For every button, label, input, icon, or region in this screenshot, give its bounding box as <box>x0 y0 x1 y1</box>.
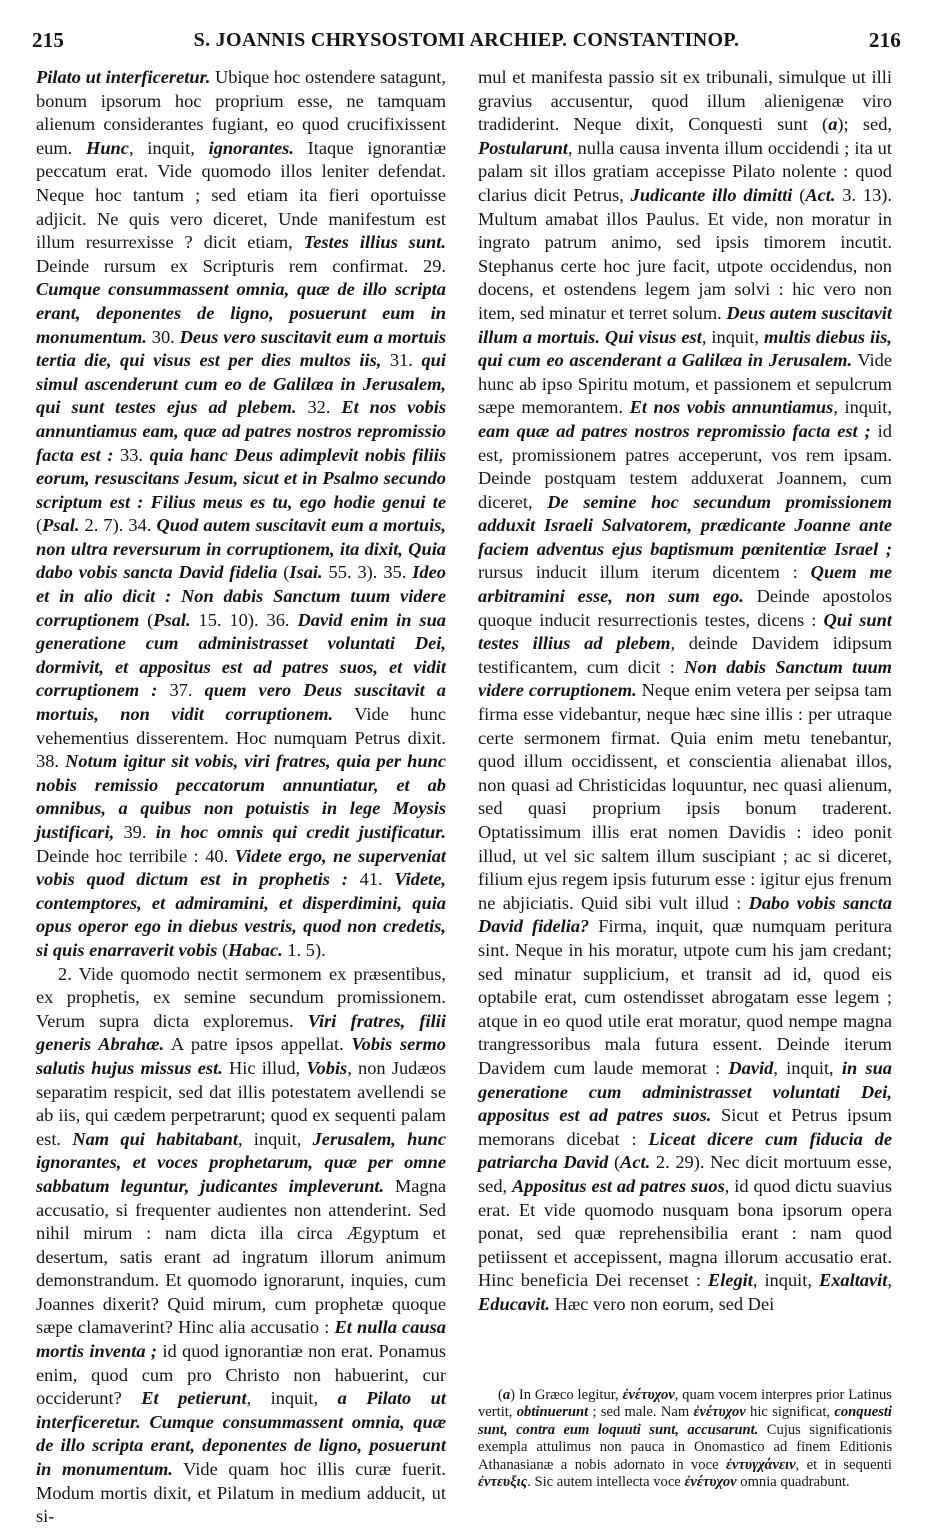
right-paragraph-1 <box>478 66 892 1316</box>
text-run: ; sed male. Nam <box>588 1404 694 1421</box>
text-run: Hæc vero non eorum, sed Dei <box>550 1293 775 1314</box>
italic-run: Vobis sermo salutis hujus missus est. <box>36 1034 446 1078</box>
text-run: , et in sequenti <box>795 1456 892 1473</box>
italic-run: Videte ergo, ne superveniat vobis quod dictum est in prophetis : <box>36 845 446 890</box>
text-run: , quam vocem interpres prior Latinus vertit, <box>478 1387 892 1421</box>
text-run: id est, promissionem patres acceperunt, vos rem ipsam. Deinde postquam testem adduxerat Joannem, cum diceret, <box>478 420 892 512</box>
italic-run: Act. <box>805 184 836 205</box>
running-title: S. JOANNIS CHRYSOSTOMI ARCHIEP. CONSTANTINOP. <box>193 28 740 51</box>
italic-run: a <box>828 114 838 135</box>
text-run: Deinde hoc terribile : 40. <box>36 845 235 866</box>
italic-run: Ideo et in alio dicit : Non dabis Sanctum tuum videre corruptionem <box>36 562 446 630</box>
italic-run: Deus vero suscitavit eum a mortuis tertia die, qui visus est per dies multos iis, <box>36 326 446 371</box>
text-run: Vide quam hoc illis curæ fuerit. Modum mortis dixit, et Pilatum in medium adducit, ut si- <box>36 1459 446 1527</box>
text-run: , nulla causa inventa illum occidendi ; ita ut palam sit illos gratiam accepisse Pilato nolente : quod clarius dicit Petrus, <box>478 137 892 205</box>
text-run: ( <box>498 1387 503 1403</box>
text-run: Deinde rursum ex Scripturis rem confirmat. 29. <box>36 255 446 276</box>
italic-run: qui simul ascenderunt cum eo de Galilæa in Jerusalem, qui sunt testes ejus ad plebem. <box>36 350 447 418</box>
text-run: omnia quadrabunt. <box>736 1474 850 1491</box>
text-run: Magna accusatio, si frequenter audientes non attenderint. Sed nihil mirum : nam dicta illa circa Ægyptum et desertum, satis erant ad ingratum illorum animum demonstrandum. Et quomodo ignorarunt, inquies, cum Joannes dixerit? Quid mirum, cum prophetæ quoque sæpe clamaverint? Hinc alia accusatio : <box>36 1175 446 1338</box>
italic-run: ἐντευξις <box>478 1474 528 1491</box>
italic-run: Testes illius sunt. <box>303 232 446 253</box>
text-run: ( <box>36 515 43 536</box>
italic-run: a Pilato ut interficeretur. Cumque consummassent omnia, quæ de illo scripta erant, deponentes de ligno, posuerunt in monumentum. <box>36 1388 447 1480</box>
text-run: 2. Vide quomodo nectit sermonem ex præsentibus, ex prophetis, ex semine secundum promissionem. Verum supra dicta exploremus. <box>36 963 446 1031</box>
text-run: ( <box>792 184 806 205</box>
text-run: Sicut et Petrus ipsum memorans dicebat : <box>478 1105 892 1149</box>
italic-run: David <box>728 1057 774 1078</box>
italic-run: Et petierunt <box>141 1388 247 1409</box>
text-run: 37. <box>157 680 205 701</box>
text-run: 33. <box>113 444 150 465</box>
text-run: Neque enim vetera per seipsa tam firma esse videbantur, neque hæc sine illis : per utraque certe sermonem firmat. Quia enim metu tenebantur, quod illum occidissent, et conscientia alienabat illos, non quasi ad Christicidas loquuntur, nec quasi alienum, sed quasi proprium ipsis bonum traderent. Optatissimum illis erat nomen Davidis : ideo ponit illud, ut vel sic saltem illum suscipiant ; ac si diceret, filium ejus regem ipsis futurum esse : igitur ejus frenum ne abjiciatis. Quid sibi vult illud : <box>478 680 892 913</box>
italic-run: Et nos vobis annuntiamus eam, quæ ad patres nostros repromissio facta est : <box>36 397 446 465</box>
text-run: ( <box>217 939 229 960</box>
text-run: mul et manifesta passio sit ex tribunali, simulque ut illi gravius accusentur, quod illum alienigenæ viro tradiderint. Neque dixit, Conquesti sunt ( <box>478 67 892 135</box>
text-run: Cujus significationis exempla attulimus non pauca in Onomastico ad finem Editionis Athanasianæ a nobis adornato in voce <box>478 1421 893 1473</box>
italic-run: ignorantes. <box>208 137 294 158</box>
italic-run: Non dabis Sanctum tuum videre corruptionem. <box>478 656 892 701</box>
text-run: , inquit, <box>128 137 209 158</box>
text-run: . Sic autem intellecta voce <box>527 1474 685 1491</box>
text-run: , non Judæos separatim respicit, sed dat illis potestatem avellendi se ab iis, qui cædem perpetrarunt; quod ex sequenti palam est. <box>36 1057 446 1149</box>
italic-run: quia hanc Deus adimplevit nobis filiis eorum, resuscitans Jesum, sicut et in Psalmo secundo scriptum est : Filius meus es tu, ego hodie genui te <box>36 444 446 512</box>
left-column <box>36 66 446 1529</box>
italic-run: Habac. <box>228 939 283 960</box>
italic-run: Nam qui habitabant <box>72 1128 238 1149</box>
text-run: Itaque ignorantiæ peccatum erat. Vide quomodo illos leniter defendat. Neque hoc tantum ; sed etiam ita fieri oportuisse adjicit. Ne quis vero diceret, Unde manifestum est illum resurrexisse ? dicit etiam, <box>36 137 447 253</box>
italic-run: Judicante illo dimitti <box>630 184 793 205</box>
text-run: Vide hunc vehementius disserentem. Hoc numquam Petrus dixit. 38. <box>36 704 446 772</box>
italic-run: Qui sunt testes illius ad plebem <box>478 609 892 654</box>
italic-run: Exaltavit <box>818 1270 888 1291</box>
italic-run: Psal. <box>42 515 80 536</box>
italic-run: Liceat dicere cum fiducia de patriarcha David <box>478 1128 892 1173</box>
italic-run: ἐνέτυχον <box>622 1387 675 1403</box>
text-run: , inquit, <box>246 1388 338 1409</box>
text-run: 32. <box>296 397 342 418</box>
text-run: , inquit, <box>701 326 764 347</box>
italic-run: conquesti sunt, contra eum loquuti sunt, accusarunt. <box>478 1404 892 1438</box>
text-run: 1. 5). <box>282 939 326 960</box>
text-run: A patre ipsos appellat. <box>164 1034 352 1055</box>
left-paragraph-1 <box>36 66 446 963</box>
text-run: , inquit, <box>237 1128 313 1149</box>
page-number-left: 215 <box>32 27 65 52</box>
footnote <box>478 1387 892 1491</box>
italic-run: Quem me arbitramini esse, non sum ego. <box>478 562 892 607</box>
italic-run: obtinuerunt <box>516 1404 589 1421</box>
italic-run: Et nos vobis annuntiamus <box>629 397 834 418</box>
italic-run: Hunc <box>86 137 129 158</box>
italic-run: Elegit <box>707 1270 753 1291</box>
text-run: 55. 3). 35. <box>322 562 413 583</box>
text-run: , id quod dictu suavius erat. Et vide quomodo nusquam bona ipsorum opera ponat, sed quæ reprehensibilia erant : nam quod petiissent et accepissent, magna illorum accusatio erat. Hinc beneficia Dei recenset : <box>478 1175 892 1291</box>
text-run: Ubique hoc ostendere satagunt, bonum ipsorum hoc proprium esse, ne tamquam alienum considerantes fugiant, eo quod crucifixissent eum. <box>36 67 446 158</box>
text-run: rursus inducit illum iterum dicentem : <box>478 562 811 583</box>
italic-run: Vobis <box>306 1057 348 1078</box>
italic-run: in hoc omnis qui credit justificatur. <box>155 822 446 842</box>
italic-run: ἐντυγχάνειν <box>725 1456 796 1473</box>
text-run: Vide hunc ab ipso Spiritu motum, et passionem et sepulcrum sæpe memorantem. <box>478 350 892 418</box>
italic-run: Jerusalem, hunc ignorantes, et voces prophetarum, quæ per omne sabbatum leguntur, judicantes impleverunt. <box>36 1128 447 1196</box>
text-run: ( <box>277 562 290 583</box>
italic-run: Videte, contemptores, et admiramini, et disperdimini, quia opus operor ego in diebus vestris, quod non credetis, si quis enarraverit vobis <box>36 869 446 960</box>
italic-run: ἐνέτυχον <box>684 1474 737 1491</box>
italic-run: Educavit. <box>478 1293 551 1314</box>
text-run: id quod ignorantiæ non erat. Ponamus enim, quod cum pro Christo non habuerint, cur occiderunt? <box>36 1341 446 1409</box>
text-run: , inquit, <box>833 397 893 418</box>
text-run: hic significat, <box>745 1404 835 1421</box>
italic-run: eam quæ ad patres nostros repromissio facta est ; <box>478 420 871 441</box>
text-run: 2. 29). Nec dicit mortuum esse, sed, <box>478 1152 893 1196</box>
text-run: 2. 7). 34. <box>79 515 157 536</box>
text-run: Hic illud, <box>222 1057 307 1078</box>
italic-run: Act. <box>620 1152 651 1173</box>
text-run: , inquit, <box>773 1057 842 1078</box>
text-run: ( <box>139 609 154 630</box>
text-run: 39. <box>114 822 156 842</box>
italic-run: De semine hoc secundum promissionem adduxit Israeli Salvatorem, prædicante Joanne ante faciem adventus ejus baptismum pœnitentiæ Israel ; <box>478 491 892 559</box>
italic-run: Quod autem suscitavit eum a mortuis, non ultra reversurum in corruptionem, ita dixit, Quia dabo vobis sancta David fidelia <box>36 515 447 583</box>
left-paragraph-2 <box>36 963 446 1529</box>
text-run: , inquit, <box>752 1270 819 1291</box>
text-run: , deinde Davidem idipsum testificantem, cum dicit : <box>478 633 892 677</box>
text-run: , <box>887 1270 892 1291</box>
italic-run: David enim in sua generatione cum administrasset voluntati Dei, dormivit, et appositus est ad patres suos, et vidit corruptionem : <box>36 609 446 701</box>
right-column <box>478 66 892 1316</box>
text-run: Deinde apostolos quoque inducit resurrectionis testes, dicens : <box>478 586 892 630</box>
italic-run: Notum igitur sit vobis, viri fratres, quia per hunc nobis remissio peccatorum annuntiatur, et ab omnibus, a quibus non potuistis in lege Moysis justificari, <box>36 751 446 842</box>
italic-run: Cumque consummassent omnia, quæ de illo scripta erant, deponentes de ligno, posuerunt eum in monumentum. <box>36 279 446 347</box>
running-head <box>32 22 901 58</box>
text-run: ); sed, <box>837 114 892 135</box>
italic-run: ἐνέτυχον <box>693 1404 746 1421</box>
italic-run: Viri fratres, filii generis Abrahæ. <box>36 1010 446 1055</box>
italic-run: quem vero Deus suscitavit a mortuis, non vidit corruptionem. <box>36 680 446 725</box>
italic-run: Appositus est ad patres suos <box>512 1175 725 1196</box>
footnote-text <box>478 1387 892 1491</box>
italic-run: Dabo vobis sancta David fidelia? <box>478 892 892 937</box>
italic-run: Postularunt <box>478 137 568 158</box>
italic-run: Isai. <box>289 562 323 583</box>
text-run: 31. <box>381 350 422 371</box>
italic-run: multis diebus iis, qui cum eo ascenderant a Galilæa in Jerusalem. <box>478 326 892 371</box>
text-run: ( <box>608 1152 621 1173</box>
text-run: 3. 13). Multum amabat illos Paulus. Et vide, non moratur in ingrato patrum animo, sed ipsis timorem incutit. Stephanus certe hoc jure facit, utpote occidendus, non docens, et ostendens legem jam solvi : hic vero non item, sed minatur et terret solum. <box>478 184 892 323</box>
page-number-right: 216 <box>868 27 901 52</box>
text-run: 41. <box>347 869 395 890</box>
text-run: 30. <box>146 326 180 347</box>
text-run: Firma, inquit, quæ numquam peritura sint. Neque in his moratur, utpote cum his jam credant; sed minatur supplicium, et transit ad id, quod eis optabile erat, cum ostendisset abrogatam esse legem ; atque in eo quod utile erat moratur, quod nempe magna trangressoribus mala futura essent. Deinde iterum Davidem cum laude memorat : <box>478 916 892 1078</box>
italic-run: in sua generatione cum administrasset voluntati Dei, appositus est ad patres suos. <box>478 1057 892 1126</box>
italic-run: Deus autem suscitavit illum a mortuis. Qui visus est <box>478 302 892 347</box>
text-run: ) In Græco legitur, <box>510 1387 623 1403</box>
text-run: 15. 10). 36. <box>190 609 298 630</box>
italic-run: Psal. <box>153 609 191 630</box>
italic-run: Et nulla causa mortis inventa ; <box>36 1317 446 1362</box>
italic-run: Pilato ut interficeretur. <box>36 67 211 87</box>
italic-run: a <box>502 1387 511 1403</box>
